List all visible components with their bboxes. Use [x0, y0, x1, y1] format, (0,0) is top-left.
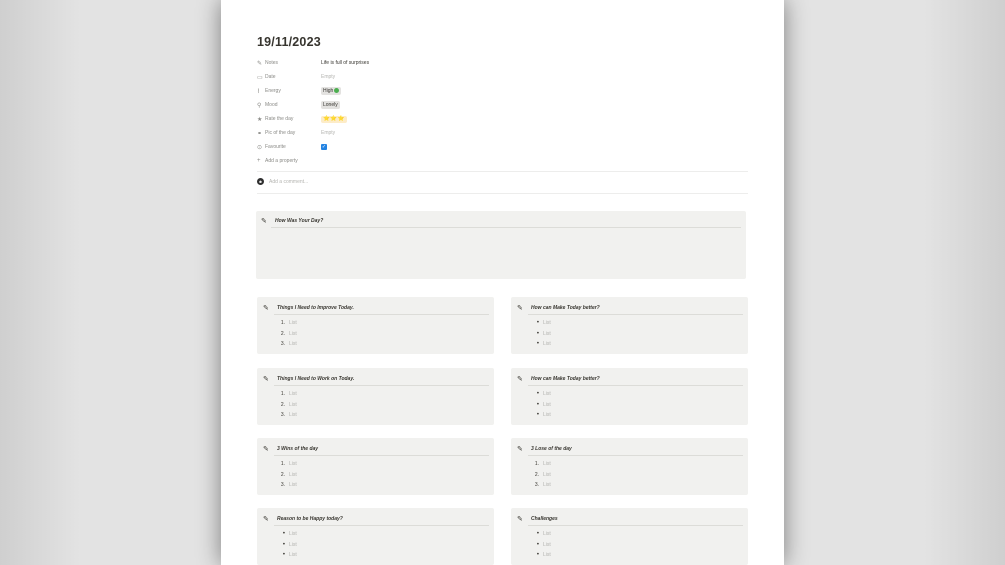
bullet-icon: •: [536, 401, 539, 408]
bullet-icon: •: [536, 552, 539, 559]
bullet-icon: •: [536, 330, 539, 337]
list-number: 1.: [280, 320, 285, 327]
bulleted-list: [531, 389, 551, 421]
edit-icon: ✎: [263, 305, 269, 312]
calendar-icon: ▭: [257, 74, 263, 81]
list-number: 3.: [280, 412, 285, 419]
list-item[interactable]: [531, 329, 551, 340]
property-label: Notes: [265, 60, 279, 66]
bullet-icon: •: [536, 531, 539, 538]
card-title: Things I Need to Work on Today.: [277, 376, 355, 382]
list-item-text: List: [289, 531, 297, 538]
list-item[interactable]: [277, 529, 297, 540]
list-item-text: List: [289, 552, 297, 559]
notes-value: Life is full of surprises: [321, 60, 370, 66]
callout-card[interactable]: [511, 438, 748, 495]
list-item-text: List: [543, 541, 551, 548]
list-item-text: List: [543, 471, 551, 478]
bulleted-list: [277, 529, 297, 561]
bullet-icon: •: [282, 531, 285, 538]
numbered-list: [277, 318, 297, 350]
list-item[interactable]: [531, 318, 551, 329]
plus-icon: +: [257, 158, 261, 164]
property-key: [257, 102, 321, 109]
numbered-list: [277, 459, 297, 491]
property-value[interactable]: [321, 130, 335, 136]
comment-input[interactable]: Add a comment...: [269, 178, 309, 185]
property-label: Energy: [265, 88, 281, 94]
list-item[interactable]: [277, 339, 297, 350]
add-property-key: [257, 158, 321, 164]
property-row[interactable]: [257, 98, 557, 112]
bullet-icon: •: [282, 541, 285, 548]
bulleted-list: [531, 529, 551, 561]
callout-title: How Was Your Day?: [275, 218, 324, 224]
property-label: Rate the day: [265, 116, 294, 122]
how-was-your-day-callout[interactable]: [256, 211, 746, 279]
list-item[interactable]: [277, 540, 297, 551]
callout-card[interactable]: [257, 508, 494, 565]
list-number: 3.: [280, 482, 285, 489]
list-item[interactable]: [531, 459, 551, 470]
card-underline: [274, 314, 489, 315]
mood-tag: Lonely: [323, 102, 338, 108]
list-item[interactable]: [277, 480, 297, 491]
property-row[interactable]: [257, 126, 557, 140]
energy-tag: [321, 87, 341, 95]
property-key: [257, 144, 321, 151]
list-item-text: List: [543, 482, 551, 489]
list-item-text: List: [289, 341, 297, 348]
list-number: 2.: [534, 471, 539, 478]
empty-value: Empty: [321, 130, 336, 136]
page-title[interactable]: 19/11/2023: [257, 35, 321, 49]
list-item[interactable]: [531, 400, 551, 411]
property-value[interactable]: [321, 74, 335, 80]
edit-icon: ✎: [517, 516, 523, 523]
list-item[interactable]: [277, 459, 297, 470]
list-item-text: List: [543, 320, 551, 327]
edit-icon: ✎: [263, 446, 269, 453]
pencil-icon: ✎: [261, 218, 267, 225]
empty-value: Empty: [321, 74, 336, 80]
callout-card[interactable]: [257, 297, 494, 354]
property-value[interactable]: [321, 101, 340, 109]
list-number: 1.: [280, 461, 285, 468]
property-key: [257, 88, 321, 95]
card-underline: [528, 314, 743, 315]
list-item[interactable]: [277, 389, 297, 400]
green-circle-icon: [334, 88, 339, 93]
list-item-text: List: [289, 412, 297, 419]
card-title: Challenges: [531, 516, 558, 522]
list-item-text: List: [543, 552, 551, 559]
card-underline: [274, 455, 489, 456]
property-key: [257, 116, 321, 123]
list-number: 1.: [534, 461, 539, 468]
bullet-icon: •: [536, 541, 539, 548]
property-row[interactable]: [257, 112, 557, 126]
property-row[interactable]: [257, 70, 557, 84]
bulleted-list: [531, 318, 551, 350]
card-title: Things I Need to Improve Today.: [277, 305, 354, 311]
list-item[interactable]: [277, 400, 297, 411]
card-underline: [528, 525, 743, 526]
list-item[interactable]: [277, 318, 297, 329]
favourite-checkbox[interactable]: ✓: [321, 144, 327, 150]
chart-icon: ⌇: [257, 88, 260, 95]
list-item-text: List: [289, 461, 297, 468]
list-item[interactable]: [277, 410, 297, 421]
comment-row[interactable]: [257, 178, 308, 185]
property-value[interactable]: [321, 144, 327, 150]
edit-icon: ✎: [517, 376, 523, 383]
bullet-icon: •: [536, 320, 539, 327]
edit-icon: ✎: [263, 516, 269, 523]
list-item[interactable]: [277, 470, 297, 481]
list-number: 3.: [534, 482, 539, 489]
edit-icon: ✎: [517, 446, 523, 453]
energy-label: High: [323, 88, 334, 94]
property-value[interactable]: [321, 60, 369, 66]
list-number: 2.: [280, 471, 285, 478]
list-item[interactable]: [531, 480, 551, 491]
list-item-text: List: [289, 401, 297, 408]
properties-list: [257, 56, 557, 168]
list-item-text: List: [543, 461, 551, 468]
card-underline: [274, 525, 489, 526]
list-item[interactable]: [531, 540, 551, 551]
list-item-text: List: [543, 341, 551, 348]
callout-card[interactable]: [511, 368, 748, 425]
list-item[interactable]: [277, 550, 297, 561]
list-item[interactable]: [531, 389, 551, 400]
property-value[interactable]: [321, 87, 341, 95]
property-value[interactable]: [321, 116, 347, 123]
list-number: 2.: [280, 330, 285, 337]
bullet-icon: •: [282, 552, 285, 559]
bullet-icon: •: [536, 341, 539, 348]
link-icon: ⚭: [257, 130, 263, 137]
list-item-text: List: [289, 320, 297, 327]
property-key: [257, 130, 321, 137]
divider: [257, 193, 748, 194]
numbered-list: [531, 459, 551, 491]
property-row[interactable]: [257, 84, 557, 98]
property-row[interactable]: [257, 140, 557, 154]
rating-stars: ⭐⭐⭐: [323, 115, 346, 122]
list-item-text: List: [289, 391, 297, 398]
card-underline: [528, 455, 743, 456]
favourite-icon: ⊙: [257, 144, 263, 151]
property-label: Mood: [265, 102, 278, 108]
list-item-text: List: [543, 412, 551, 419]
callout-underline: [271, 227, 741, 228]
edit-icon: ✎: [517, 305, 523, 312]
list-item-text: List: [289, 482, 297, 489]
card-title: How can Make Today better?: [531, 376, 600, 382]
callout-card[interactable]: [257, 438, 494, 495]
card-title: How can Make Today better?: [531, 305, 600, 311]
card-title: Reason to be Happy today?: [277, 516, 343, 522]
list-item[interactable]: [531, 410, 551, 421]
callout-card[interactable]: [511, 297, 748, 354]
property-key: [257, 74, 321, 81]
card-underline: [274, 385, 489, 386]
property-label: Favourite: [265, 144, 286, 150]
bullet-icon: •: [536, 391, 539, 398]
card-title: 3 Lose of the day: [531, 446, 572, 452]
bullet-icon: •: [536, 412, 539, 419]
numbered-list: [277, 389, 297, 421]
property-label: Date: [265, 74, 276, 80]
list-item-text: List: [289, 471, 297, 478]
mood-icon: ⚲: [257, 102, 262, 109]
list-item-text: List: [289, 330, 297, 337]
property-row[interactable]: [257, 56, 557, 70]
avatar: ☻: [258, 179, 263, 184]
list-number: 2.: [280, 401, 285, 408]
list-item[interactable]: [531, 550, 551, 561]
list-item-text: List: [543, 391, 551, 398]
pin-icon: ✎: [257, 60, 263, 67]
card-underline: [528, 385, 743, 386]
list-item-text: List: [543, 401, 551, 408]
add-property-label: Add a property: [265, 158, 298, 164]
list-item-text: List: [543, 330, 551, 337]
property-label: Pic of the day: [265, 130, 296, 136]
property-key: [257, 60, 321, 67]
list-number: 1.: [280, 391, 285, 398]
divider: [257, 171, 748, 172]
list-item[interactable]: [531, 529, 551, 540]
list-item[interactable]: [531, 339, 551, 350]
list-item[interactable]: [531, 470, 551, 481]
list-item-text: List: [289, 541, 297, 548]
callout-card[interactable]: [257, 368, 494, 425]
card-title: 3 Wins of the day: [277, 446, 319, 452]
callout-card[interactable]: [511, 508, 748, 565]
edit-icon: ✎: [263, 376, 269, 383]
list-number: 3.: [280, 341, 285, 348]
star-icon: ★: [257, 116, 263, 123]
list-item[interactable]: [277, 329, 297, 340]
add-property-button[interactable]: [257, 154, 557, 168]
list-item-text: List: [543, 531, 551, 538]
journal-page: [221, 0, 784, 565]
